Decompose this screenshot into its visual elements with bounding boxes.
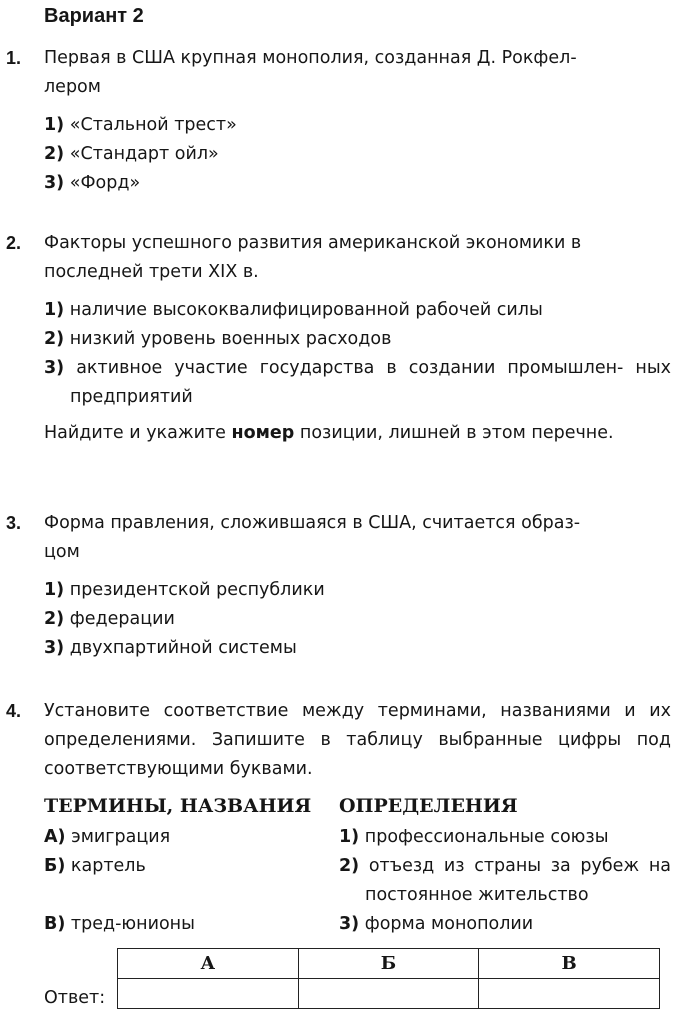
question-number: 3. xyxy=(6,513,22,533)
term-item xyxy=(44,823,170,852)
answer-option xyxy=(44,634,671,663)
option-text: федерации xyxy=(69,609,175,629)
definition-number: 1) xyxy=(339,827,360,847)
answer-table-letter: Б xyxy=(298,949,479,979)
option-text: «Стальной трест» xyxy=(69,115,237,135)
definition-number: 3) xyxy=(339,914,360,934)
instruction-text: позиции, лишней в этом перечне. xyxy=(294,423,614,443)
option-number: 2) xyxy=(44,609,65,629)
answer-table-input-row xyxy=(118,979,660,1009)
term-letter: А) xyxy=(44,827,66,847)
answer-cell[interactable] xyxy=(298,979,479,1009)
answer-cell[interactable] xyxy=(118,979,299,1009)
option-number: 2) xyxy=(44,144,65,164)
option-number: 3) xyxy=(44,358,65,378)
answer-option xyxy=(44,325,671,354)
option-number: 1) xyxy=(44,580,65,600)
option-text: «Стандарт ойл» xyxy=(69,144,219,164)
option-text: наличие высококвалифицированной рабочей силы xyxy=(69,300,543,320)
instruction-text: Найдите и укажите xyxy=(44,423,232,443)
answer-option xyxy=(44,140,671,169)
instruction-emphasis: номер xyxy=(231,423,295,443)
option-text: активное участие государства в создании промышлен- ных предприятий xyxy=(70,358,671,407)
answer-cell[interactable] xyxy=(479,979,660,1009)
question-text: Установите соответствие между терминами, названиями и их определениями. Запишите в таблицу выбранные цифры под соответствующими буквами. xyxy=(44,701,671,779)
question-text-line: Форма правления, сложившаяся в США, считается образ- xyxy=(44,513,581,533)
question-text-line: лером xyxy=(44,77,101,97)
definition-text: отъезд из страны за рубеж на постоянное жительство xyxy=(365,856,671,905)
question-instruction xyxy=(44,419,671,448)
option-text: президентской республики xyxy=(69,580,325,600)
definition-number: 2) xyxy=(339,856,360,876)
answer-option xyxy=(44,605,671,634)
option-number: 2) xyxy=(44,329,65,349)
term-item xyxy=(44,852,146,881)
question-text-line: Первая в США крупная монополия, созданная Д. Рокфел- xyxy=(44,48,577,68)
definition-item xyxy=(339,852,671,910)
option-number: 3) xyxy=(44,173,65,193)
term-item xyxy=(44,910,195,939)
answer-option xyxy=(44,169,671,198)
answer-table-letter: В xyxy=(479,949,660,979)
question-number: 4. xyxy=(6,701,22,721)
option-number: 3) xyxy=(44,638,65,658)
term-text: эмиграция xyxy=(71,827,171,847)
term-letter: В) xyxy=(44,914,66,934)
variant-title: Вариант 2 xyxy=(44,5,144,27)
definition-item xyxy=(339,823,609,852)
term-text: тред-юнионы xyxy=(70,914,195,934)
option-text: «Форд» xyxy=(69,173,141,193)
answer-table-header-row xyxy=(118,949,660,979)
question-text-line: цом xyxy=(44,542,80,562)
option-text: низкий уровень военных расходов xyxy=(69,329,392,349)
question-number: 2. xyxy=(6,233,22,253)
question-number: 1. xyxy=(6,48,22,68)
answer-label: Ответ: xyxy=(44,988,106,1008)
option-number: 1) xyxy=(44,300,65,320)
term-letter: Б) xyxy=(44,856,66,876)
term-text: картель xyxy=(70,856,146,876)
option-text: двухпартийной системы xyxy=(69,638,297,658)
answer-option xyxy=(44,354,671,412)
answer-table-letter: А xyxy=(118,949,299,979)
answer-option xyxy=(44,111,671,140)
definition-text: профессиональные союзы xyxy=(364,827,609,847)
option-number: 1) xyxy=(44,115,65,135)
answer-option xyxy=(44,576,671,605)
definitions-header: ОПРЕДЕЛЕНИЯ xyxy=(339,795,518,817)
question-text-line: Факторы успешного развития американской экономики в xyxy=(44,233,582,253)
question-text-line: последней трети XIX в. xyxy=(44,262,259,282)
definition-text: форма монополии xyxy=(364,914,534,934)
terms-header: ТЕРМИНЫ, НАЗВАНИЯ xyxy=(44,795,312,817)
answer-table xyxy=(117,948,660,1009)
answer-option xyxy=(44,296,671,325)
definition-item xyxy=(339,910,533,939)
